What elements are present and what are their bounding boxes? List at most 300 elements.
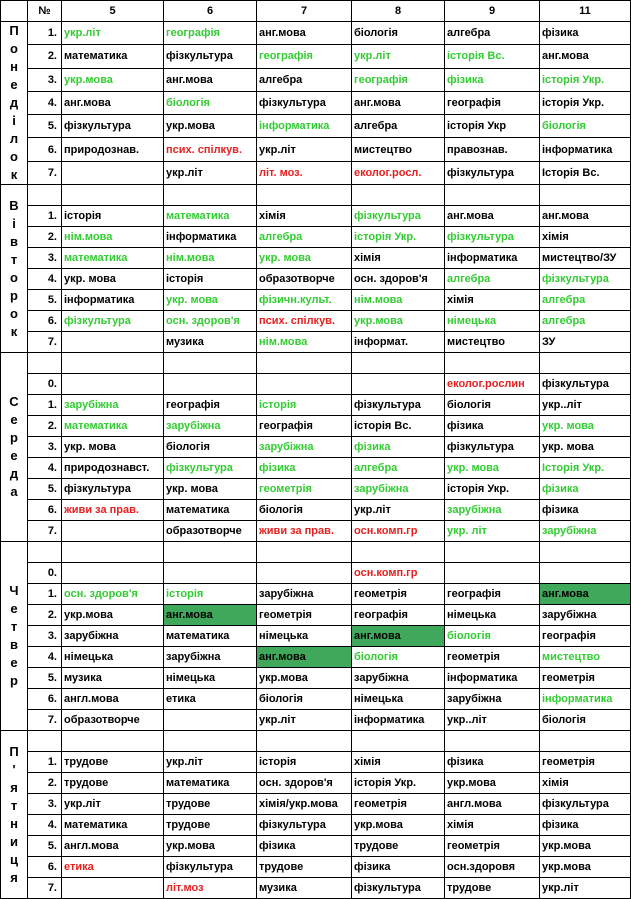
day-letter: Ч xyxy=(9,583,19,598)
subject-cell: географія xyxy=(257,45,352,68)
grade-header-5: 5 xyxy=(62,1,164,22)
subject-cell: природознав. xyxy=(62,138,164,161)
day-letter: ц xyxy=(10,851,18,867)
empty-cell xyxy=(28,185,62,206)
subject-cell: біологія xyxy=(352,22,445,45)
subject-cell: математика xyxy=(164,206,257,227)
lesson-number: 5. xyxy=(28,668,62,689)
subject-cell: зарубіжна xyxy=(352,479,445,500)
subject-cell: фізичн.культ. xyxy=(257,290,352,311)
subject-cell: укр. мова xyxy=(164,479,257,500)
lesson-number: 5. xyxy=(28,836,62,857)
lesson-row xyxy=(1,521,631,542)
subject-cell: хімія xyxy=(257,206,352,227)
subject-cell: укр.мова xyxy=(352,815,445,836)
subject-cell: фізкультура xyxy=(62,115,164,138)
subject-cell: укр. мова xyxy=(62,437,164,458)
subject-cell: фізкультура xyxy=(540,269,631,290)
subject-cell: етика xyxy=(62,857,164,878)
subject-cell: фізкультура xyxy=(352,878,445,899)
empty-cell xyxy=(257,353,352,374)
grade-header-6: 6 xyxy=(164,1,257,22)
subject-cell: історія Укр. xyxy=(352,227,445,248)
day-letter: и xyxy=(10,833,18,849)
grade-header-8: 8 xyxy=(352,1,445,22)
subject-cell: історія xyxy=(164,584,257,605)
lesson-number: 4. xyxy=(28,269,62,290)
subject-cell: трудове xyxy=(445,878,540,899)
lesson-row xyxy=(1,479,631,500)
day-letter: е xyxy=(10,77,18,92)
subject-cell: зарубіжна xyxy=(540,605,631,626)
day-letter: а xyxy=(10,484,18,499)
subject-cell: німецька xyxy=(445,605,540,626)
subject-cell: фізика xyxy=(257,458,352,479)
subject-cell: англ.мова xyxy=(62,689,164,710)
lesson-row xyxy=(1,626,631,647)
subject-cell: геометрія xyxy=(257,605,352,626)
subject-cell: анг.мова xyxy=(352,91,445,114)
subject-cell: німецька xyxy=(62,647,164,668)
subject-cell: зарубіжна xyxy=(257,437,352,458)
lesson-row xyxy=(1,68,631,91)
empty-cell xyxy=(62,731,164,752)
subject-cell: історія xyxy=(257,752,352,773)
subject-cell: фізкультура xyxy=(62,479,164,500)
subject-cell: алгебра xyxy=(540,311,631,332)
subject-cell: зарубіжна xyxy=(164,416,257,437)
subject-cell: етика xyxy=(164,689,257,710)
subject-cell: інформатика xyxy=(257,115,352,138)
subject-cell: хімія xyxy=(540,773,631,794)
empty-cell xyxy=(352,542,445,563)
subject-cell: анг.мова xyxy=(164,68,257,91)
subject-cell: алгебра xyxy=(257,227,352,248)
lesson-row xyxy=(1,458,631,479)
spacer-row xyxy=(1,185,631,206)
lesson-row xyxy=(1,689,631,710)
day-letter: к xyxy=(10,323,18,339)
day-letter: д xyxy=(9,95,19,110)
subject-cell: осн. здоров'я xyxy=(352,269,445,290)
lesson-number: 7. xyxy=(28,161,62,184)
subject-cell: математика xyxy=(62,416,164,437)
lesson-number: 4. xyxy=(28,647,62,668)
day-letter: В xyxy=(9,197,19,213)
lesson-number: 5. xyxy=(28,479,62,500)
number-header: № xyxy=(28,1,62,22)
lesson-number: 7. xyxy=(28,521,62,542)
lesson-number: 7. xyxy=(28,332,62,353)
lesson-row xyxy=(1,878,631,899)
day-letter: т xyxy=(10,619,18,634)
subject-cell xyxy=(164,563,257,584)
lesson-row xyxy=(1,773,631,794)
subject-cell: біологія xyxy=(540,710,631,731)
subject-cell xyxy=(164,374,257,395)
subject-cell: алгебра xyxy=(445,22,540,45)
subject-cell: укр.мова xyxy=(445,773,540,794)
subject-cell: хімія xyxy=(445,290,540,311)
empty-cell xyxy=(540,353,631,374)
lesson-number: 1. xyxy=(28,22,62,45)
subject-cell: географія xyxy=(257,416,352,437)
lesson-row xyxy=(1,647,631,668)
subject-cell: музика xyxy=(62,668,164,689)
subject-cell: фізкультура xyxy=(445,437,540,458)
empty-cell xyxy=(164,353,257,374)
subject-cell: історія xyxy=(257,395,352,416)
subject-cell: інформатика xyxy=(445,248,540,269)
subject-cell: укр.літ xyxy=(257,138,352,161)
subject-cell: фізкультура xyxy=(445,227,540,248)
subject-cell: фізика xyxy=(352,437,445,458)
lesson-row xyxy=(1,374,631,395)
subject-cell: фізика xyxy=(445,416,540,437)
lesson-row xyxy=(1,115,631,138)
day-letter: і xyxy=(12,215,16,231)
subject-cell: геометрія xyxy=(352,584,445,605)
subject-cell: укр.мова xyxy=(540,857,631,878)
subject-cell: мистецтво/ЗУ xyxy=(540,248,631,269)
subject-cell: геометрія xyxy=(540,668,631,689)
day-letter: е xyxy=(10,448,18,463)
subject-cell: зарубіжна xyxy=(164,647,257,668)
subject-cell: історія Укр. xyxy=(540,91,631,114)
lesson-row xyxy=(1,836,631,857)
lesson-row xyxy=(1,815,631,836)
subject-cell: укр. мова xyxy=(62,269,164,290)
lesson-number: 3. xyxy=(28,437,62,458)
lesson-number: 1. xyxy=(28,395,62,416)
subject-cell: хімія xyxy=(352,752,445,773)
subject-cell: трудове xyxy=(164,794,257,815)
subject-cell xyxy=(257,374,352,395)
subject-cell: зарубіжна xyxy=(62,395,164,416)
subject-cell: географія xyxy=(352,68,445,91)
grade-header-7: 7 xyxy=(257,1,352,22)
subject-cell xyxy=(62,332,164,353)
subject-cell: математика xyxy=(62,815,164,836)
lesson-number: 6. xyxy=(28,311,62,332)
grade-header-11: 11 xyxy=(540,1,631,22)
subject-cell: анг.мова xyxy=(257,22,352,45)
subject-cell: трудове xyxy=(62,773,164,794)
subject-cell xyxy=(445,563,540,584)
subject-cell: зарубіжна xyxy=(540,521,631,542)
subject-cell: фізкультура xyxy=(164,45,257,68)
subject-cell: образотворче xyxy=(257,269,352,290)
subject-cell: фізкультура xyxy=(352,206,445,227)
lesson-number: 0. xyxy=(28,563,62,584)
day-letter: р xyxy=(10,673,18,688)
empty-cell xyxy=(257,185,352,206)
lesson-row xyxy=(1,138,631,161)
day-letter: я xyxy=(10,779,18,795)
lesson-row xyxy=(1,500,631,521)
lesson-number: 3. xyxy=(28,68,62,91)
empty-cell xyxy=(445,731,540,752)
subject-cell: інформатика xyxy=(445,668,540,689)
day-letter: к xyxy=(10,167,18,182)
day-letter: в xyxy=(10,637,18,652)
subject-cell: трудове xyxy=(257,857,352,878)
subject-cell: математика xyxy=(164,500,257,521)
subject-cell: географія xyxy=(164,22,257,45)
lesson-number: 3. xyxy=(28,794,62,815)
empty-cell xyxy=(164,185,257,206)
subject-cell: геометрія xyxy=(445,647,540,668)
subject-cell: анг.мова xyxy=(540,45,631,68)
subject-cell: німецька xyxy=(257,626,352,647)
subject-cell: анг.мова xyxy=(540,206,631,227)
subject-cell: біологія xyxy=(445,395,540,416)
subject-cell: образотворче xyxy=(62,710,164,731)
subject-cell: анг.мова xyxy=(352,626,445,647)
subject-cell: музика xyxy=(164,332,257,353)
subject-cell: зарубіжна xyxy=(445,500,540,521)
subject-cell: хімія xyxy=(445,815,540,836)
subject-cell: геометрія xyxy=(445,836,540,857)
lesson-number: 1. xyxy=(28,752,62,773)
lesson-row xyxy=(1,290,631,311)
day-letter: в xyxy=(10,233,18,249)
subject-cell: інформатика xyxy=(62,290,164,311)
lesson-number: 4. xyxy=(28,458,62,479)
subject-cell: трудове xyxy=(62,752,164,773)
subject-cell xyxy=(540,563,631,584)
subject-cell: біологія xyxy=(164,437,257,458)
subject-cell xyxy=(62,374,164,395)
day-label xyxy=(1,731,28,899)
subject-cell: зарубіжна xyxy=(445,689,540,710)
subject-cell: ЗУ xyxy=(540,332,631,353)
lesson-row xyxy=(1,227,631,248)
subject-cell xyxy=(62,521,164,542)
lesson-number: 5. xyxy=(28,115,62,138)
empty-cell xyxy=(164,542,257,563)
spacer-row xyxy=(1,731,631,752)
subject-cell: анг.мова xyxy=(257,647,352,668)
lesson-number: 7. xyxy=(28,710,62,731)
lesson-number: 2. xyxy=(28,416,62,437)
subject-cell: географія xyxy=(540,626,631,647)
subject-cell: анг.мова xyxy=(540,584,631,605)
lesson-row xyxy=(1,22,631,45)
subject-cell: укр.літ xyxy=(62,22,164,45)
lesson-number: 1. xyxy=(28,206,62,227)
day-label xyxy=(1,353,28,542)
subject-cell: біологія xyxy=(257,500,352,521)
lesson-row xyxy=(1,395,631,416)
subject-cell: укр. мова xyxy=(445,458,540,479)
subject-cell xyxy=(352,374,445,395)
subject-cell: трудове xyxy=(164,815,257,836)
lesson-row xyxy=(1,416,631,437)
subject-cell: укр.мова xyxy=(62,68,164,91)
subject-cell: алгебра xyxy=(540,290,631,311)
day-letter: С xyxy=(9,394,19,409)
lesson-row xyxy=(1,794,631,815)
empty-cell xyxy=(445,353,540,374)
subject-cell: біологія xyxy=(257,689,352,710)
subject-cell: укр.мова xyxy=(62,605,164,626)
subject-cell: укр. літ xyxy=(445,521,540,542)
subject-cell: географія xyxy=(445,584,540,605)
subject-cell: мистецтво xyxy=(352,138,445,161)
lesson-row xyxy=(1,857,631,878)
subject-cell: фізкультура xyxy=(540,794,631,815)
subject-cell: фізика xyxy=(445,752,540,773)
subject-cell: нім.мова xyxy=(164,248,257,269)
day-letter: д xyxy=(9,466,19,481)
subject-cell: зарубіжна xyxy=(257,584,352,605)
subject-cell: англ.мова xyxy=(62,836,164,857)
subject-cell: інформатика xyxy=(540,138,631,161)
lesson-row xyxy=(1,206,631,227)
lesson-row xyxy=(1,563,631,584)
subject-cell: еколог.рослин xyxy=(445,374,540,395)
day-letter: о xyxy=(10,269,18,285)
subject-cell: фізика xyxy=(445,68,540,91)
lesson-row xyxy=(1,584,631,605)
subject-cell: укр..літ xyxy=(540,395,631,416)
lesson-number: 5. xyxy=(28,290,62,311)
subject-cell: укр.мова xyxy=(257,668,352,689)
subject-cell: фізкультура xyxy=(164,857,257,878)
subject-cell: фізика xyxy=(352,857,445,878)
subject-cell: хімія/укр.мова xyxy=(257,794,352,815)
subject-cell: анг.мова xyxy=(62,91,164,114)
subject-cell: географія xyxy=(352,605,445,626)
day-letter: о xyxy=(10,41,18,56)
subject-cell: осн.здоровя xyxy=(445,857,540,878)
subject-cell: укр.літ xyxy=(257,710,352,731)
subject-cell: інформатика xyxy=(540,689,631,710)
subject-cell: укр. мова xyxy=(164,290,257,311)
lesson-number: 2. xyxy=(28,773,62,794)
day-label xyxy=(1,542,28,731)
subject-cell: укр.мова xyxy=(164,115,257,138)
lesson-row xyxy=(1,45,631,68)
subject-cell: живи за прав. xyxy=(62,500,164,521)
subject-cell: геометрія xyxy=(352,794,445,815)
empty-cell xyxy=(28,731,62,752)
subject-cell: фізкультура xyxy=(257,91,352,114)
day-letter: р xyxy=(10,430,18,445)
subject-cell: зарубіжна xyxy=(62,626,164,647)
subject-cell xyxy=(62,878,164,899)
lesson-row xyxy=(1,437,631,458)
subject-cell: нім.мова xyxy=(352,290,445,311)
subject-cell: укр.мова xyxy=(352,311,445,332)
subject-cell: хімія xyxy=(540,227,631,248)
subject-cell: фізкультура xyxy=(164,458,257,479)
subject-cell: укр.літ xyxy=(540,878,631,899)
subject-cell: нім.мова xyxy=(257,332,352,353)
subject-cell: фізика xyxy=(540,479,631,500)
day-letter: е xyxy=(10,601,18,616)
subject-cell: укр.мова xyxy=(540,836,631,857)
subject-cell: історія Укр xyxy=(445,115,540,138)
subject-cell: фізкультура xyxy=(62,311,164,332)
subject-cell xyxy=(62,563,164,584)
subject-cell: фізкультура xyxy=(352,395,445,416)
subject-cell: історія Укр. xyxy=(540,68,631,91)
lesson-number: 4. xyxy=(28,91,62,114)
subject-cell: псих. спілкув. xyxy=(164,138,257,161)
subject-cell: осн. здоров'я xyxy=(257,773,352,794)
empty-cell xyxy=(540,542,631,563)
subject-cell: фізика xyxy=(257,836,352,857)
subject-cell: алгебра xyxy=(445,269,540,290)
day-letter: е xyxy=(10,655,18,670)
day-letter: і xyxy=(12,113,16,128)
empty-cell xyxy=(445,185,540,206)
subject-cell: укр. мова xyxy=(540,437,631,458)
lesson-row xyxy=(1,311,631,332)
subject-cell: хімія xyxy=(352,248,445,269)
subject-cell: фізика xyxy=(540,815,631,836)
lesson-number: 6. xyxy=(28,689,62,710)
empty-cell xyxy=(352,353,445,374)
subject-cell: фізкультура xyxy=(257,815,352,836)
lesson-number: 2. xyxy=(28,605,62,626)
lesson-number: 0. xyxy=(28,374,62,395)
day-label xyxy=(1,22,28,185)
subject-cell: укр.літ xyxy=(164,752,257,773)
lesson-number: 2. xyxy=(28,45,62,68)
empty-cell xyxy=(28,353,62,374)
subject-cell: зарубіжна xyxy=(352,668,445,689)
subject-cell xyxy=(257,563,352,584)
day-letter: о xyxy=(10,305,18,321)
lesson-row xyxy=(1,161,631,184)
subject-cell xyxy=(62,161,164,184)
subject-cell: німецька xyxy=(445,311,540,332)
day-letter: П xyxy=(9,23,19,38)
empty-cell xyxy=(62,185,164,206)
subject-cell: Історія Укр. xyxy=(540,458,631,479)
subject-cell: історія xyxy=(62,206,164,227)
day-letter: н xyxy=(10,815,18,831)
subject-cell: живи за прав. xyxy=(257,521,352,542)
subject-cell: німецька xyxy=(164,668,257,689)
subject-cell: історія Вс. xyxy=(445,45,540,68)
subject-cell: укр.літ xyxy=(352,500,445,521)
day-letter: н xyxy=(10,59,18,74)
subject-cell: анг.мова xyxy=(164,605,257,626)
subject-cell: образотворче xyxy=(164,521,257,542)
empty-cell xyxy=(28,542,62,563)
empty-cell xyxy=(164,731,257,752)
lesson-row xyxy=(1,752,631,773)
subject-cell: осн. здоров'я xyxy=(164,311,257,332)
lesson-number: 1. xyxy=(28,584,62,605)
empty-cell xyxy=(540,731,631,752)
lesson-number: 4. xyxy=(28,815,62,836)
subject-cell: укр.літ xyxy=(164,161,257,184)
day-letter: р xyxy=(10,287,18,303)
empty-cell xyxy=(257,542,352,563)
empty-cell xyxy=(257,731,352,752)
subject-cell: укр..літ xyxy=(445,710,540,731)
subject-cell: укр.мова xyxy=(164,836,257,857)
empty-cell xyxy=(62,542,164,563)
subject-cell: математика xyxy=(62,248,164,269)
subject-cell: трудове xyxy=(352,836,445,857)
empty-cell xyxy=(445,542,540,563)
